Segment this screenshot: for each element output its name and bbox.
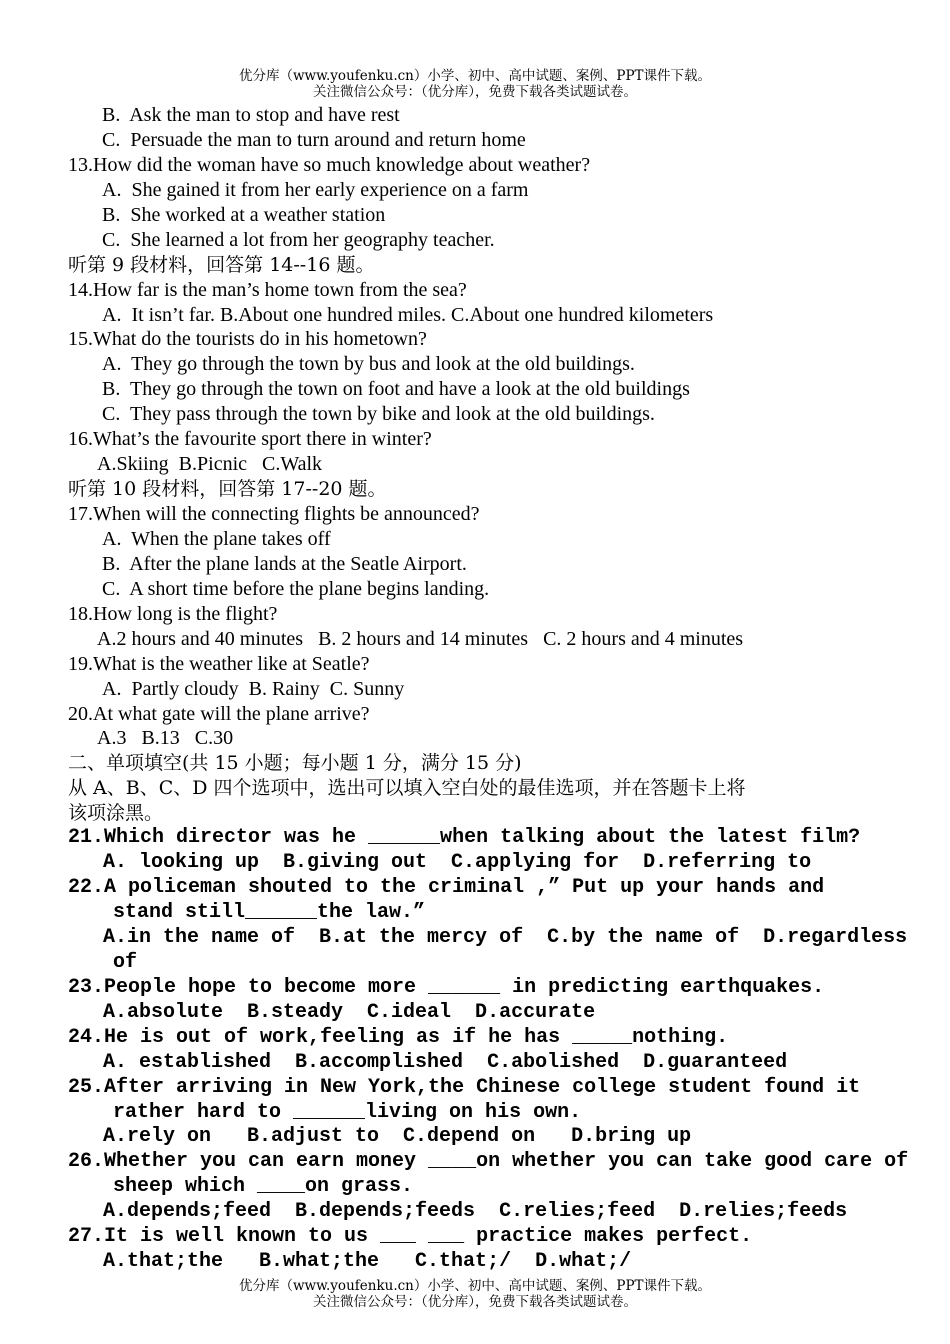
q24-stem: 24.He is out of work,feeling as if he has _____nothing. [68, 1025, 729, 1049]
q15-option-c: C. They pass through the town by bike and look at the old buildings. [102, 403, 655, 426]
q12-option-c: C. Persuade the man to turn around and return home [102, 128, 526, 151]
header-line-1: 优分库（www.youfenku.cn）小学、初中、高中试题、案例、PPT课件下载。 [238, 68, 712, 84]
q27-options: A.that;the B.what;the C.that;/ D.what;/ [103, 1250, 632, 1274]
header-line-2: 关注微信公众号：（优分库），免费下载各类试题试卷。 [313, 84, 637, 100]
q26-options: A.depends;feed B.depends;feeds C.relies;feed D.relies;feeds [103, 1200, 848, 1224]
q14-options: A. It isn’t far. B.About one hundred miles. C.About one hundred kilometers [102, 303, 714, 326]
q25-stem-1: 25.After arriving in New York,the Chinese college student found it [68, 1075, 861, 1099]
q13-option-b: B. She worked at a weather station [102, 203, 386, 226]
q20-stem: 20.At what gate will the plane arrive? [68, 702, 370, 725]
q20-options: A.3 B.13 C.30 [97, 727, 234, 750]
page-header [0, 68, 950, 100]
q13-option-c: C. She learned a lot from her geography teacher. [102, 228, 495, 251]
q23-options: A.absolute B.steady C.ideal D.accurate [103, 1000, 596, 1024]
footer-line-1: 优分库（www.youfenku.cn）小学、初中、高中试题、案例、PPT课件下载。 [238, 1278, 712, 1294]
q25-options: A.rely on B.adjust to C.depend on D.bring up [103, 1125, 692, 1149]
q22-options-2: of [113, 950, 138, 974]
footer-line-2: 关注微信公众号：（优分库），免费下载各类试题试卷。 [313, 1294, 637, 1310]
q21-options: A. looking up B.giving out C.applying for D.referring to [103, 851, 812, 875]
q25-stem-2: rather hard to ______living on his own. [113, 1100, 582, 1124]
q15-option-a: A. They go through the town by bus and look at the old buildings. [102, 353, 635, 376]
q13-option-a: A. She gained it from her early experience on a farm [102, 178, 529, 201]
section-9-instruction: 听第 9 段材料，回答第 14--16 题。 [68, 253, 375, 276]
q16-stem: 16.What’s the favourite sport there in winter? [68, 428, 432, 451]
q18-options: A.2 hours and 40 minutes B. 2 hours and 14 minutes C. 2 hours and 4 minutes [97, 627, 744, 650]
q17-option-a: A. When the plane takes off [102, 527, 331, 550]
q19-stem: 19.What is the weather like at Seatle? [68, 652, 370, 675]
q17-option-b: B. After the plane lands at the Seatle Airport. [102, 552, 467, 575]
q19-options: A. Partly cloudy B. Rainy C. Sunny [102, 677, 405, 700]
q12-option-b: B. Ask the man to stop and have rest [102, 104, 400, 126]
q16-options: A.Skiing B.Picnic C.Walk [97, 453, 323, 476]
exam-content [68, 103, 909, 1275]
q22-options-1: A.in the name of B.at the mercy of C.by the name of D.regardless [103, 925, 908, 949]
q27-stem: 27.It is well known to us ___ ___ practice makes perfect. [68, 1225, 753, 1249]
page-footer [0, 1278, 950, 1310]
part-2-instruction-1: 从 A、B、C、D 四个选项中，选出可以填入空白处的最佳选项，并在答题卡上将 [68, 777, 746, 800]
q14-stem: 14.How far is the man’s home town from the sea? [68, 278, 467, 301]
q23-stem: 23.People hope to become more ______ in predicting earthquakes. [68, 975, 825, 999]
q17-stem: 17.When will the connecting flights be announced? [68, 503, 480, 525]
q26-stem-2: sheep which ____on grass. [113, 1175, 414, 1199]
q15-stem: 15.What do the tourists do in his hometown? [68, 328, 427, 351]
section-10-instruction: 听第 10 段材料，回答第 17--20 题。 [68, 478, 387, 501]
q17-option-c: C. A short time before the plane begins landing. [102, 577, 490, 600]
q13-stem: 13.How did the woman have so much knowledge about weather? [68, 153, 591, 176]
q18-stem: 18.How long is the flight? [68, 602, 278, 625]
q22-stem-2: stand still______the law.” [113, 901, 426, 924]
q15-option-b: B. They go through the town on foot and have a look at the old buildings [102, 378, 690, 401]
q22-stem-1: 22.A policeman shouted to the criminal ,” Put up your hands and [68, 876, 825, 900]
part-2-title: 二、单项填空(共 15 小题；每小题 1 分，满分 15 分) [68, 752, 522, 775]
q24-options: A. established B.accomplished C.abolished D.guaranteed [103, 1050, 788, 1074]
q26-stem-1: 26.Whether you can earn money ____on whether you can take good care of [68, 1150, 909, 1174]
q21-stem: 21.Which director was he ______when talking about the latest film? [68, 826, 861, 850]
part-2-instruction-2: 该项涂黑。 [68, 802, 164, 825]
